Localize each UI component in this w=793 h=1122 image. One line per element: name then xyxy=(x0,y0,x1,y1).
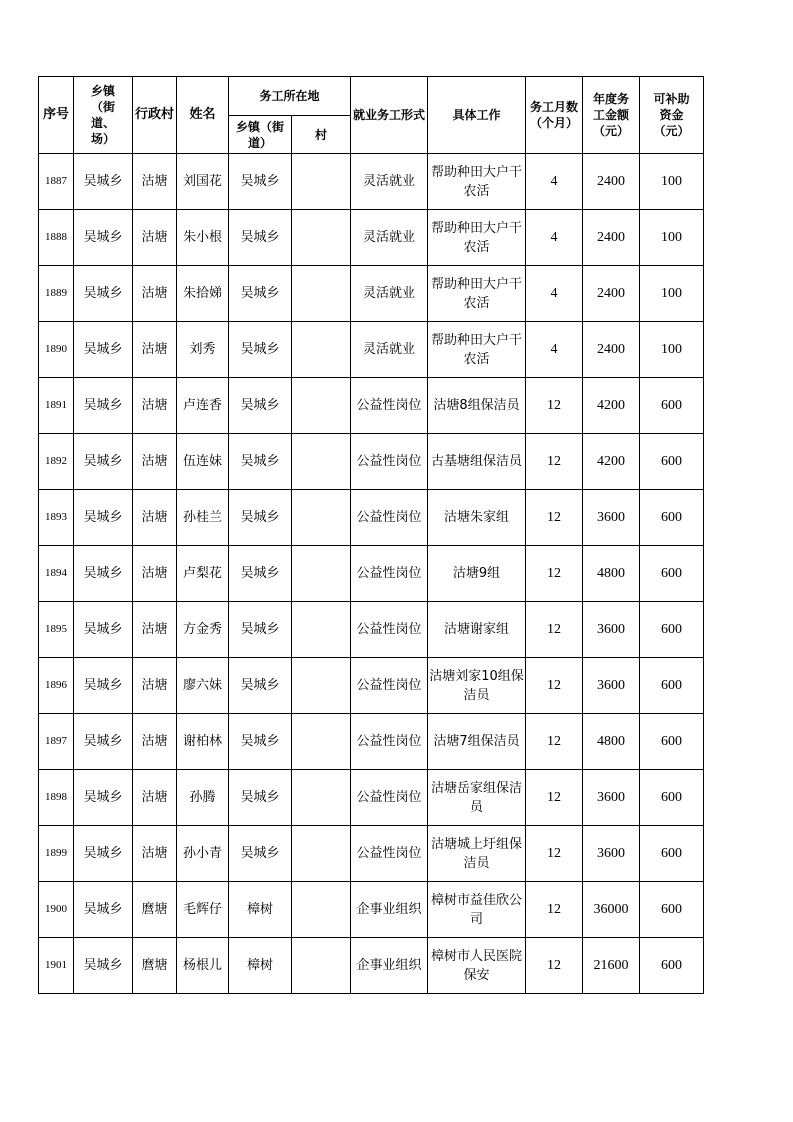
cell-amount: 3600 xyxy=(583,826,640,882)
cell-months: 4 xyxy=(526,210,583,266)
table-row xyxy=(39,546,704,602)
cell-loc-town: 吴城乡 xyxy=(229,322,292,378)
cell-loc-village xyxy=(292,882,351,938)
cell-form: 公益性岗位 xyxy=(351,770,428,826)
cell-amount: 4800 xyxy=(583,546,640,602)
cell-months: 12 xyxy=(526,826,583,882)
cell-seq: 1890 xyxy=(39,322,74,378)
cell-months: 12 xyxy=(526,490,583,546)
cell-town: 吴城乡 xyxy=(74,882,133,938)
cell-name: 卢连香 xyxy=(177,378,229,434)
cell-amount: 2400 xyxy=(583,210,640,266)
cell-job: 沽塘朱家组 xyxy=(428,490,526,546)
cell-loc-village xyxy=(292,434,351,490)
cell-months: 12 xyxy=(526,434,583,490)
cell-town: 吴城乡 xyxy=(74,490,133,546)
cell-loc-town: 吴城乡 xyxy=(229,714,292,770)
cell-form: 企事业组织 xyxy=(351,938,428,994)
cell-town: 吴城乡 xyxy=(74,770,133,826)
cell-town: 吴城乡 xyxy=(74,378,133,434)
cell-form: 公益性岗位 xyxy=(351,826,428,882)
cell-seq: 1897 xyxy=(39,714,74,770)
cell-months: 12 xyxy=(526,602,583,658)
cell-amount: 4800 xyxy=(583,714,640,770)
cell-name: 毛辉仔 xyxy=(177,882,229,938)
cell-loc-village xyxy=(292,378,351,434)
cell-loc-town: 吴城乡 xyxy=(229,826,292,882)
header-loc-village: 村 xyxy=(292,116,351,154)
table-row xyxy=(39,154,704,210)
cell-town: 吴城乡 xyxy=(74,602,133,658)
cell-name: 朱拾娣 xyxy=(177,266,229,322)
cell-months: 12 xyxy=(526,770,583,826)
cell-months: 12 xyxy=(526,938,583,994)
cell-months: 12 xyxy=(526,546,583,602)
cell-job: 帮助种田大户干农活 xyxy=(428,154,526,210)
cell-name: 刘秀 xyxy=(177,322,229,378)
cell-loc-town: 吴城乡 xyxy=(229,266,292,322)
table-row xyxy=(39,658,704,714)
cell-seq: 1896 xyxy=(39,658,74,714)
cell-seq: 1891 xyxy=(39,378,74,434)
cell-loc-village xyxy=(292,770,351,826)
cell-village: 沽塘 xyxy=(133,434,177,490)
cell-village: 麿塘 xyxy=(133,882,177,938)
cell-months: 4 xyxy=(526,322,583,378)
cell-job: 沽塘8组保洁员 xyxy=(428,378,526,434)
table-row xyxy=(39,938,704,994)
cell-name: 方金秀 xyxy=(177,602,229,658)
cell-subsidy: 600 xyxy=(640,658,704,714)
table-row xyxy=(39,882,704,938)
cell-amount: 4200 xyxy=(583,434,640,490)
header-seq: 序号 xyxy=(39,77,74,154)
cell-form: 灵活就业 xyxy=(351,210,428,266)
cell-seq: 1899 xyxy=(39,826,74,882)
cell-village: 沽塘 xyxy=(133,658,177,714)
cell-amount: 3600 xyxy=(583,490,640,546)
header-subsidy: 可补助资金（元） xyxy=(640,77,704,154)
cell-loc-village xyxy=(292,322,351,378)
cell-village: 沽塘 xyxy=(133,826,177,882)
table-row xyxy=(39,322,704,378)
cell-seq: 1895 xyxy=(39,602,74,658)
cell-job: 沽塘谢家组 xyxy=(428,602,526,658)
cell-seq: 1887 xyxy=(39,154,74,210)
cell-months: 12 xyxy=(526,378,583,434)
header-name: 姓名 xyxy=(177,77,229,154)
cell-loc-town: 吴城乡 xyxy=(229,378,292,434)
table-row xyxy=(39,602,704,658)
cell-job: 古基塘组保洁员 xyxy=(428,434,526,490)
table-row xyxy=(39,826,704,882)
cell-loc-town: 吴城乡 xyxy=(229,770,292,826)
table-row xyxy=(39,378,704,434)
table-row xyxy=(39,210,704,266)
cell-months: 12 xyxy=(526,658,583,714)
cell-seq: 1900 xyxy=(39,882,74,938)
cell-village: 沽塘 xyxy=(133,322,177,378)
cell-form: 公益性岗位 xyxy=(351,378,428,434)
cell-amount: 3600 xyxy=(583,602,640,658)
cell-seq: 1892 xyxy=(39,434,74,490)
cell-village: 沽塘 xyxy=(133,266,177,322)
cell-amount: 3600 xyxy=(583,770,640,826)
cell-name: 刘国花 xyxy=(177,154,229,210)
cell-job: 樟树市益佳欣公司 xyxy=(428,882,526,938)
cell-job: 樟树市人民医院保安 xyxy=(428,938,526,994)
cell-town: 吴城乡 xyxy=(74,266,133,322)
cell-form: 公益性岗位 xyxy=(351,490,428,546)
cell-village: 沽塘 xyxy=(133,714,177,770)
cell-loc-village xyxy=(292,658,351,714)
cell-village: 沽塘 xyxy=(133,546,177,602)
cell-seq: 1893 xyxy=(39,490,74,546)
cell-loc-village xyxy=(292,602,351,658)
cell-loc-village xyxy=(292,266,351,322)
header-form: 就业务工形式 xyxy=(351,77,428,154)
cell-subsidy: 600 xyxy=(640,546,704,602)
table-row xyxy=(39,266,704,322)
cell-subsidy: 100 xyxy=(640,154,704,210)
cell-loc-town: 吴城乡 xyxy=(229,602,292,658)
cell-seq: 1894 xyxy=(39,546,74,602)
cell-amount: 4200 xyxy=(583,378,640,434)
cell-town: 吴城乡 xyxy=(74,938,133,994)
cell-job: 帮助种田大户干农活 xyxy=(428,210,526,266)
table-row xyxy=(39,714,704,770)
cell-amount: 2400 xyxy=(583,266,640,322)
cell-months: 12 xyxy=(526,882,583,938)
cell-loc-town: 吴城乡 xyxy=(229,546,292,602)
table-row xyxy=(39,434,704,490)
cell-job: 沽塘城上圩组保洁员 xyxy=(428,826,526,882)
cell-seq: 1898 xyxy=(39,770,74,826)
cell-subsidy: 600 xyxy=(640,378,704,434)
cell-name: 卢梨花 xyxy=(177,546,229,602)
cell-seq: 1901 xyxy=(39,938,74,994)
cell-town: 吴城乡 xyxy=(74,826,133,882)
cell-name: 杨根儿 xyxy=(177,938,229,994)
cell-village: 沽塘 xyxy=(133,378,177,434)
cell-job: 沽塘9组 xyxy=(428,546,526,602)
cell-village: 沽塘 xyxy=(133,210,177,266)
cell-town: 吴城乡 xyxy=(74,434,133,490)
cell-months: 4 xyxy=(526,154,583,210)
cell-form: 公益性岗位 xyxy=(351,658,428,714)
cell-subsidy: 600 xyxy=(640,434,704,490)
employment-subsidy-table xyxy=(38,76,704,994)
cell-town: 吴城乡 xyxy=(74,658,133,714)
cell-job: 帮助种田大户干农活 xyxy=(428,322,526,378)
cell-form: 公益性岗位 xyxy=(351,714,428,770)
cell-loc-town: 樟树 xyxy=(229,882,292,938)
cell-loc-village xyxy=(292,714,351,770)
cell-job: 沽塘刘家10组保洁员 xyxy=(428,658,526,714)
cell-name: 孙桂兰 xyxy=(177,490,229,546)
cell-subsidy: 600 xyxy=(640,826,704,882)
cell-subsidy: 600 xyxy=(640,602,704,658)
cell-name: 伍连妹 xyxy=(177,434,229,490)
cell-subsidy: 600 xyxy=(640,882,704,938)
cell-form: 灵活就业 xyxy=(351,266,428,322)
cell-town: 吴城乡 xyxy=(74,714,133,770)
cell-seq: 1888 xyxy=(39,210,74,266)
cell-loc-town: 吴城乡 xyxy=(229,154,292,210)
cell-loc-town: 吴城乡 xyxy=(229,490,292,546)
cell-job: 沽塘岳家组保洁员 xyxy=(428,770,526,826)
cell-village: 沽塘 xyxy=(133,154,177,210)
cell-town: 吴城乡 xyxy=(74,154,133,210)
cell-town: 吴城乡 xyxy=(74,546,133,602)
cell-job: 帮助种田大户干农活 xyxy=(428,266,526,322)
cell-loc-village xyxy=(292,490,351,546)
header-location: 务工所在地 xyxy=(229,77,351,116)
cell-amount: 2400 xyxy=(583,322,640,378)
cell-subsidy: 600 xyxy=(640,938,704,994)
cell-subsidy: 600 xyxy=(640,770,704,826)
cell-loc-town: 樟树 xyxy=(229,938,292,994)
cell-village: 沽塘 xyxy=(133,490,177,546)
cell-form: 灵活就业 xyxy=(351,154,428,210)
header-village: 行政村 xyxy=(133,77,177,154)
cell-form: 公益性岗位 xyxy=(351,602,428,658)
cell-town: 吴城乡 xyxy=(74,210,133,266)
cell-loc-town: 吴城乡 xyxy=(229,210,292,266)
cell-subsidy: 600 xyxy=(640,490,704,546)
cell-loc-town: 吴城乡 xyxy=(229,658,292,714)
cell-form: 灵活就业 xyxy=(351,322,428,378)
cell-loc-village xyxy=(292,938,351,994)
cell-job: 沽塘7组保洁员 xyxy=(428,714,526,770)
header-loc-town: 乡镇（街道） xyxy=(229,116,292,154)
cell-subsidy: 100 xyxy=(640,210,704,266)
cell-months: 12 xyxy=(526,714,583,770)
table-row xyxy=(39,490,704,546)
cell-village: 麿塘 xyxy=(133,938,177,994)
cell-loc-village xyxy=(292,210,351,266)
cell-form: 公益性岗位 xyxy=(351,546,428,602)
cell-name: 朱小根 xyxy=(177,210,229,266)
cell-subsidy: 100 xyxy=(640,322,704,378)
cell-subsidy: 600 xyxy=(640,714,704,770)
cell-seq: 1889 xyxy=(39,266,74,322)
header-amount: 年度务工金额（元） xyxy=(583,77,640,154)
cell-name: 孙小青 xyxy=(177,826,229,882)
cell-amount: 2400 xyxy=(583,154,640,210)
cell-loc-village xyxy=(292,546,351,602)
cell-amount: 21600 xyxy=(583,938,640,994)
header-months: 务工月数（个月） xyxy=(526,77,583,154)
header-town: 乡镇（街道、场） xyxy=(74,77,133,154)
table-body xyxy=(39,154,704,994)
cell-subsidy: 100 xyxy=(640,266,704,322)
cell-loc-town: 吴城乡 xyxy=(229,434,292,490)
cell-town: 吴城乡 xyxy=(74,322,133,378)
cell-amount: 36000 xyxy=(583,882,640,938)
cell-loc-village xyxy=(292,826,351,882)
header-job: 具体工作 xyxy=(428,77,526,154)
cell-village: 沽塘 xyxy=(133,770,177,826)
cell-amount: 3600 xyxy=(583,658,640,714)
cell-loc-village xyxy=(292,154,351,210)
cell-months: 4 xyxy=(526,266,583,322)
cell-form: 企事业组织 xyxy=(351,882,428,938)
cell-name: 谢柏林 xyxy=(177,714,229,770)
cell-village: 沽塘 xyxy=(133,602,177,658)
cell-name: 廖六妹 xyxy=(177,658,229,714)
cell-form: 公益性岗位 xyxy=(351,434,428,490)
cell-name: 孙腾 xyxy=(177,770,229,826)
table-row xyxy=(39,770,704,826)
